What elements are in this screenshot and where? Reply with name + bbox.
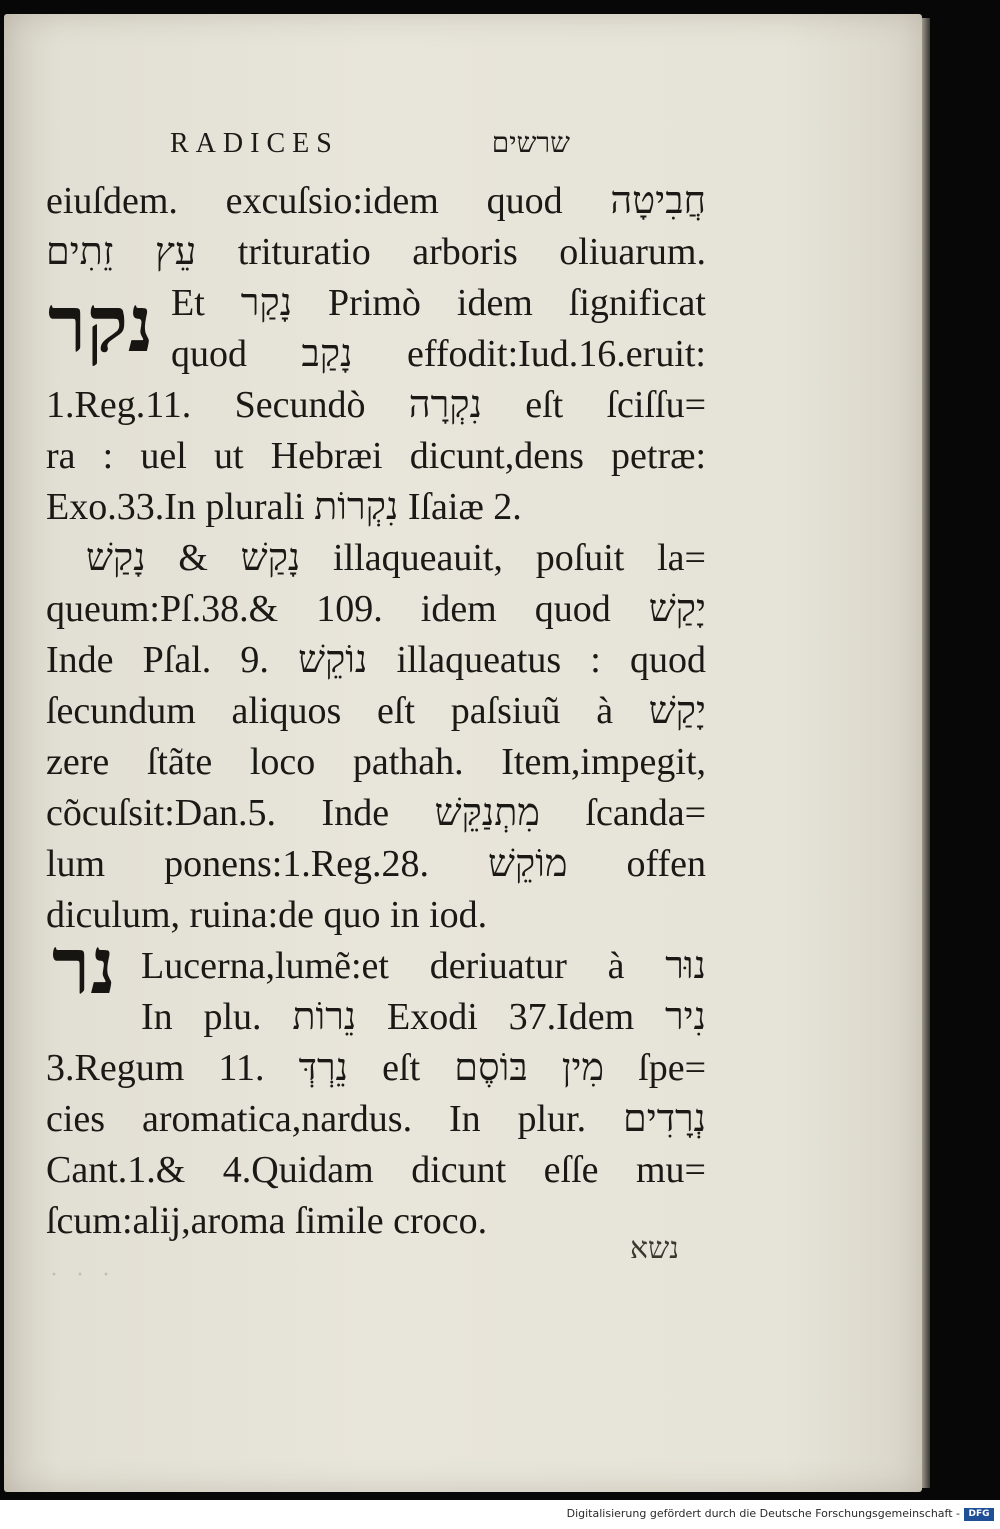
text-line: Lucerna,lumẽ:et deriuatur à נוּר [141,945,706,987]
page-edge-shadow [922,18,930,1488]
text-line: eiuſdem. excuſsio:idem quod חֲבִיטָה [46,180,706,222]
text-line: ſcum:alij,aroma ſimile croco. [46,1200,488,1242]
text-line: zere ſtãte loco pathah. Item,impegit, [46,741,706,783]
text-line: ſecundum aliquos eſt paſsiuũ à יָקַשׁ [46,690,706,732]
page-body-text [46,176,706,1247]
text-line: lum ponens:1.Reg.28. מוֹקֵשׁ offen [46,843,706,885]
text-line: נָקַשׁ & נָקַשׁ illaqueauit, poſuit la= [86,537,706,579]
text-line: quod נָקַב effodit:Iud.16.eruit: [171,333,706,375]
catchword: נשא [630,1232,679,1265]
text-line: cies aromatica,nardus. In plur. נְרָדִים [46,1098,706,1140]
running-header [170,128,570,168]
drop-cap-ner: נר [52,923,116,1010]
digitization-footer [0,1500,1000,1529]
show-through-ink: · · · [50,1262,116,1288]
text-line: Cant.1.& 4.Quidam dicunt eſſe mu= [46,1149,706,1191]
drop-cap-nakar: נקר [48,281,154,368]
funding-credit: Digitalisierung gefördert durch die Deutsche Forschungsgemeinschaft - [566,1507,960,1520]
text-line: 1.Reg.11. Secundò נִקְרָה eſt ſciſſu= [46,384,706,426]
text-line: diculum, ruina:de quo in iod. [46,894,488,936]
running-title: RADICES [170,128,339,159]
text-line: Et נָקַר Primò idem ſignificat [171,282,706,324]
dfg-logo: DFG [964,1508,994,1521]
text-line: עֵץ זֵתִים trituratio arboris oliuarum. [46,231,706,273]
text-line: In plu. נֵרוֹת Exodi 37.Idem נִיר [141,996,706,1038]
text-line: Inde Pſal. 9. נוֹקֵשׁ illaqueatus : quod [46,639,706,681]
text-line: queum:Pſ.38.& 109. idem quod יָקַשׁ [46,588,706,630]
text-line: 3.Regum 11. נֵרְדְּ eſt מִין בּוֹסֶם ſpe= [46,1047,706,1089]
running-title-hebrew: שרשים [491,128,570,159]
text-line: ra : uel ut Hebræi dicunt,dens petræ: [46,435,706,477]
text-line: Exo.33.In plurali נִקְרוֹת Iſaiæ 2. [46,486,522,528]
text-line: cõcuſsit:Dan.5. Inde מִתְנַקֵּשׁ ſcanda= [46,792,706,834]
